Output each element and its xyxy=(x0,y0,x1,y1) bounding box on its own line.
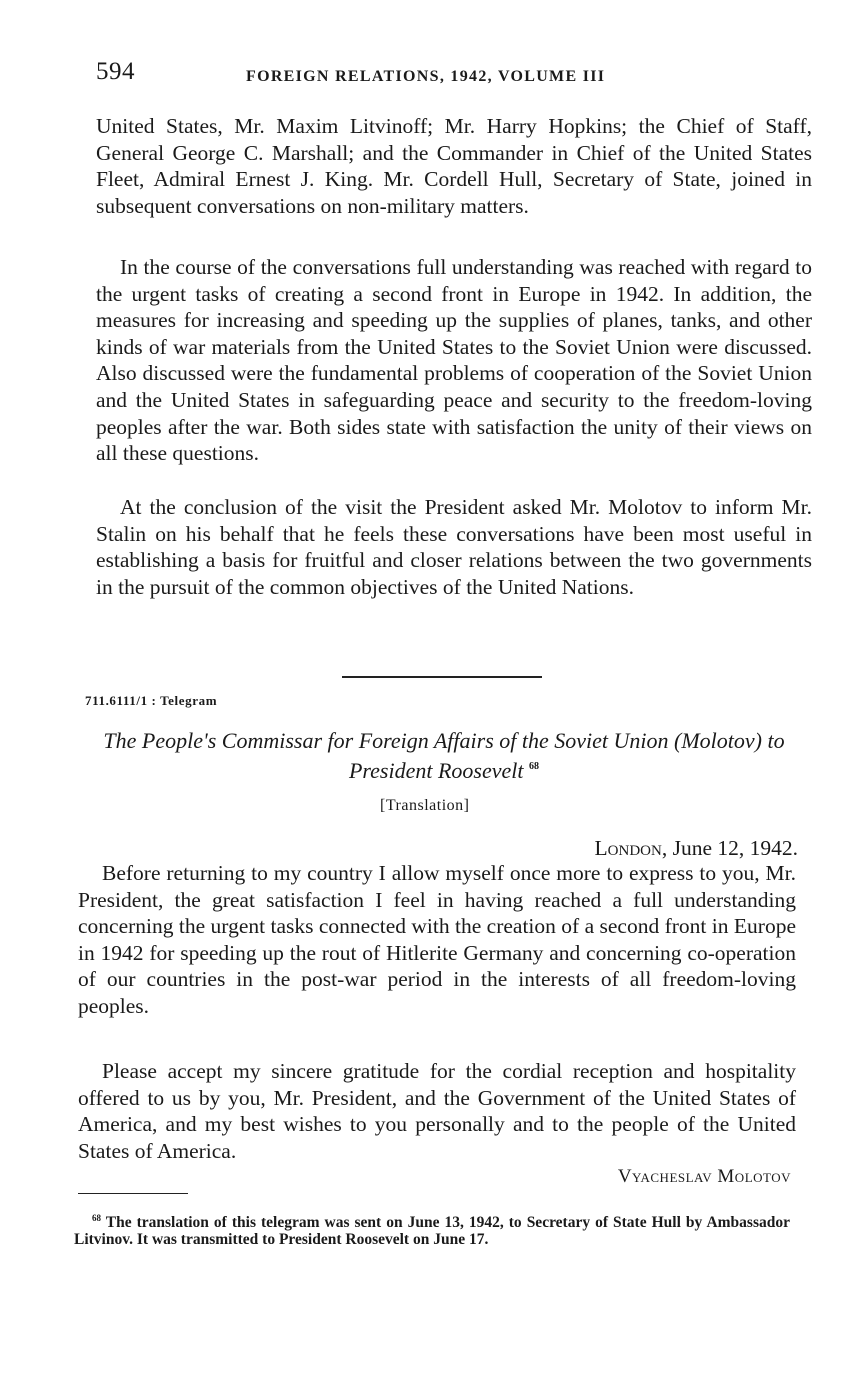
footnote-divider xyxy=(78,1193,188,1194)
telegram-paragraph-2 xyxy=(78,1058,796,1164)
telegram-text-1: Before returning to my country I allow myself once more to express to you, Mr. President, the great satisfaction I feel in having reached a full understanding concerning the urgent tasks connected with the creation of a second front in Europe in 1942 for speeding up the rout of Hitlerite Germany and concerning co-operation of our countries in the post-war period in the interests of all freedom-loving peoples. xyxy=(78,861,796,1018)
dateline-city: London xyxy=(594,836,662,860)
signature: Vyacheslav Molotov xyxy=(617,1166,791,1187)
conversations-text: In the course of the conversations full understanding was reached with regard to the urgent tasks of creating a second front in Europe in 1942. In addition, the measures for increasing and speeding up the supplies of planes, tanks, and other kinds of war materials from the United States to the Soviet Union were discussed. Also discussed were the fundamental problems of cooperation of the Soviet Union and the United States in safeguarding peace and security to the freedom-loving peoples after the war. Both sides state with satisfaction the unity of their views on all these questions. xyxy=(96,255,812,466)
page-number: 594 xyxy=(96,58,135,85)
document-title-text: The People's Commissar for Foreign Affairs of the Soviet Union (Molotov) to President Roosevelt xyxy=(103,728,785,783)
telegram-paragraph-1 xyxy=(78,860,796,1020)
conclusion-text: At the conclusion of the visit the President asked Mr. Molotov to inform Mr. Stalin on his behalf that he feels these conversations have been most useful in establishing a basis for fruitful and closer relations between the two governments in the pursuit of the common objectives of the United Nations. xyxy=(96,495,812,599)
continuation-paragraph xyxy=(96,113,812,219)
continuation-text: United States, Mr. Maxim Litvinoff; Mr. Harry Hopkins; the Chief of Staff, General George C. Marshall; and the Commander in Chief of the United States Fleet, Admiral Ernest J. King. Mr. Cordell Hull, Secretary of State, joined in subsequent conversations on non-military matters. xyxy=(96,114,812,218)
footnote-text: The translation of this telegram was sent on June 13, 1942, to Secretary of State Hull by Ambassador Litvinov. It was transmitted to President Roosevelt on June 17. xyxy=(74,1214,790,1248)
title-footnote-marker: 68 xyxy=(529,761,540,772)
conversations-paragraph xyxy=(96,254,812,467)
footnote-marker: 68 xyxy=(92,1213,101,1223)
dateline-date: , June 12, 1942. xyxy=(661,836,798,860)
file-reference: 711.6111/1 : Telegram xyxy=(85,693,218,708)
translation-note: [Translation] xyxy=(380,797,470,814)
telegram-text-2: Please accept my sincere gratitude for the cordial reception and hospitality offered to us by you, Mr. President, and the Government of the United States of America, and my best wishes to you personally and to the people of the United States of America. xyxy=(78,1059,796,1163)
running-head-title: FOREIGN RELATIONS, 1942, VOLUME III xyxy=(246,68,606,85)
footnote xyxy=(74,1210,790,1249)
document-title xyxy=(84,728,804,784)
conclusion-paragraph xyxy=(96,494,812,600)
section-divider xyxy=(342,676,542,678)
dateline xyxy=(595,836,798,861)
running-head xyxy=(96,58,816,92)
